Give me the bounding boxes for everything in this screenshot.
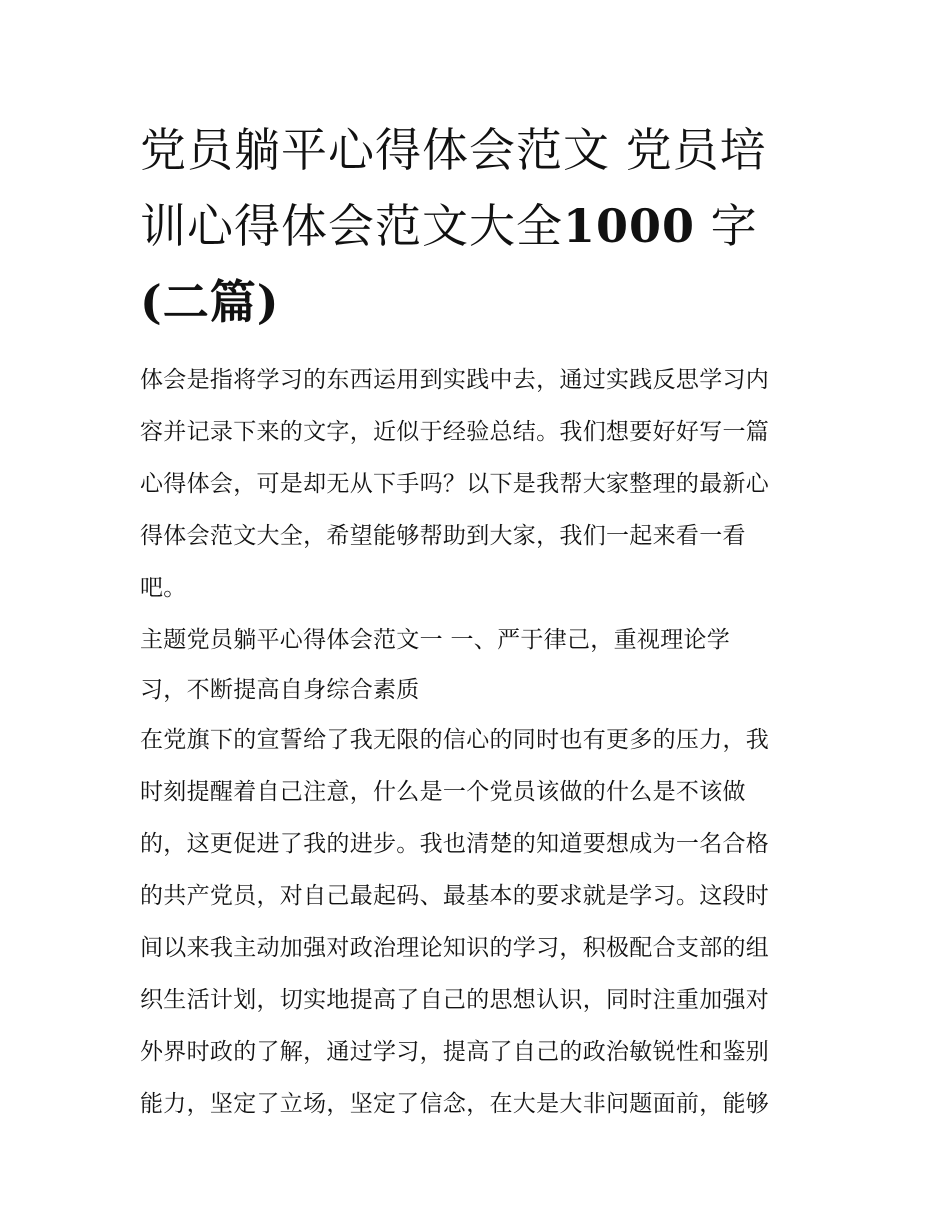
paragraph-line: 外界时政的了解，通过学习，提高了自己的政治敏锐性和鉴别: [140, 1039, 770, 1065]
title-unit: 字: [695, 199, 758, 253]
section-heading-line: 习，不断提高自身综合素质: [140, 677, 420, 703]
intro-line: 吧。: [140, 575, 187, 601]
paragraph-line: 时刻提醒着自己注意，什么是一个党员该做的什么是不该做: [140, 779, 746, 805]
paragraph-line: 织生活计划，切实地提高了自己的思想认识，同时注重加强对: [140, 987, 770, 1013]
paragraph-line: 的，这更促进了我的进步。我也清楚的知道要想成为一名合格: [140, 831, 770, 857]
document-title: [140, 112, 820, 340]
title-line-1: 党员躺平心得体会范文 党员培: [140, 123, 767, 177]
paragraph-line: 在党旗下的宣誓给了我无限的信心的同时也有更多的压力，我: [140, 727, 770, 753]
paragraph-line: 间以来我主动加强对政治理论知识的学习，积极配合支部的组: [140, 935, 770, 961]
paragraph-line: 的共产党员，对自己最起码、最基本的要求就是学习。这段时: [140, 883, 770, 909]
paragraph-line: 能力，坚定了立场，坚定了信念，在大是大非问题面前，能够: [140, 1091, 770, 1117]
intro-line: 心得体会，可是却无从下手吗？以下是我帮大家整理的最新心: [140, 471, 770, 497]
title-number: 1000: [563, 199, 696, 253]
intro-line: 得体会范文大全，希望能够帮助到大家，我们一起来看一看: [140, 523, 746, 549]
intro-line: 体会是指将学习的东西运用到实践中去，通过实践反思学习内: [140, 367, 770, 393]
document-body: [140, 354, 820, 1130]
title-line-2: 训心得体会范文大全: [140, 199, 563, 253]
section-heading-line: 主题党员躺平心得体会范文一 一、严于律己，重视理论学: [140, 627, 731, 653]
intro-line: 容并记录下来的文字，近似于经验总结。我们想要好好写一篇: [140, 419, 770, 445]
title-line-3: (二篇): [140, 275, 280, 329]
